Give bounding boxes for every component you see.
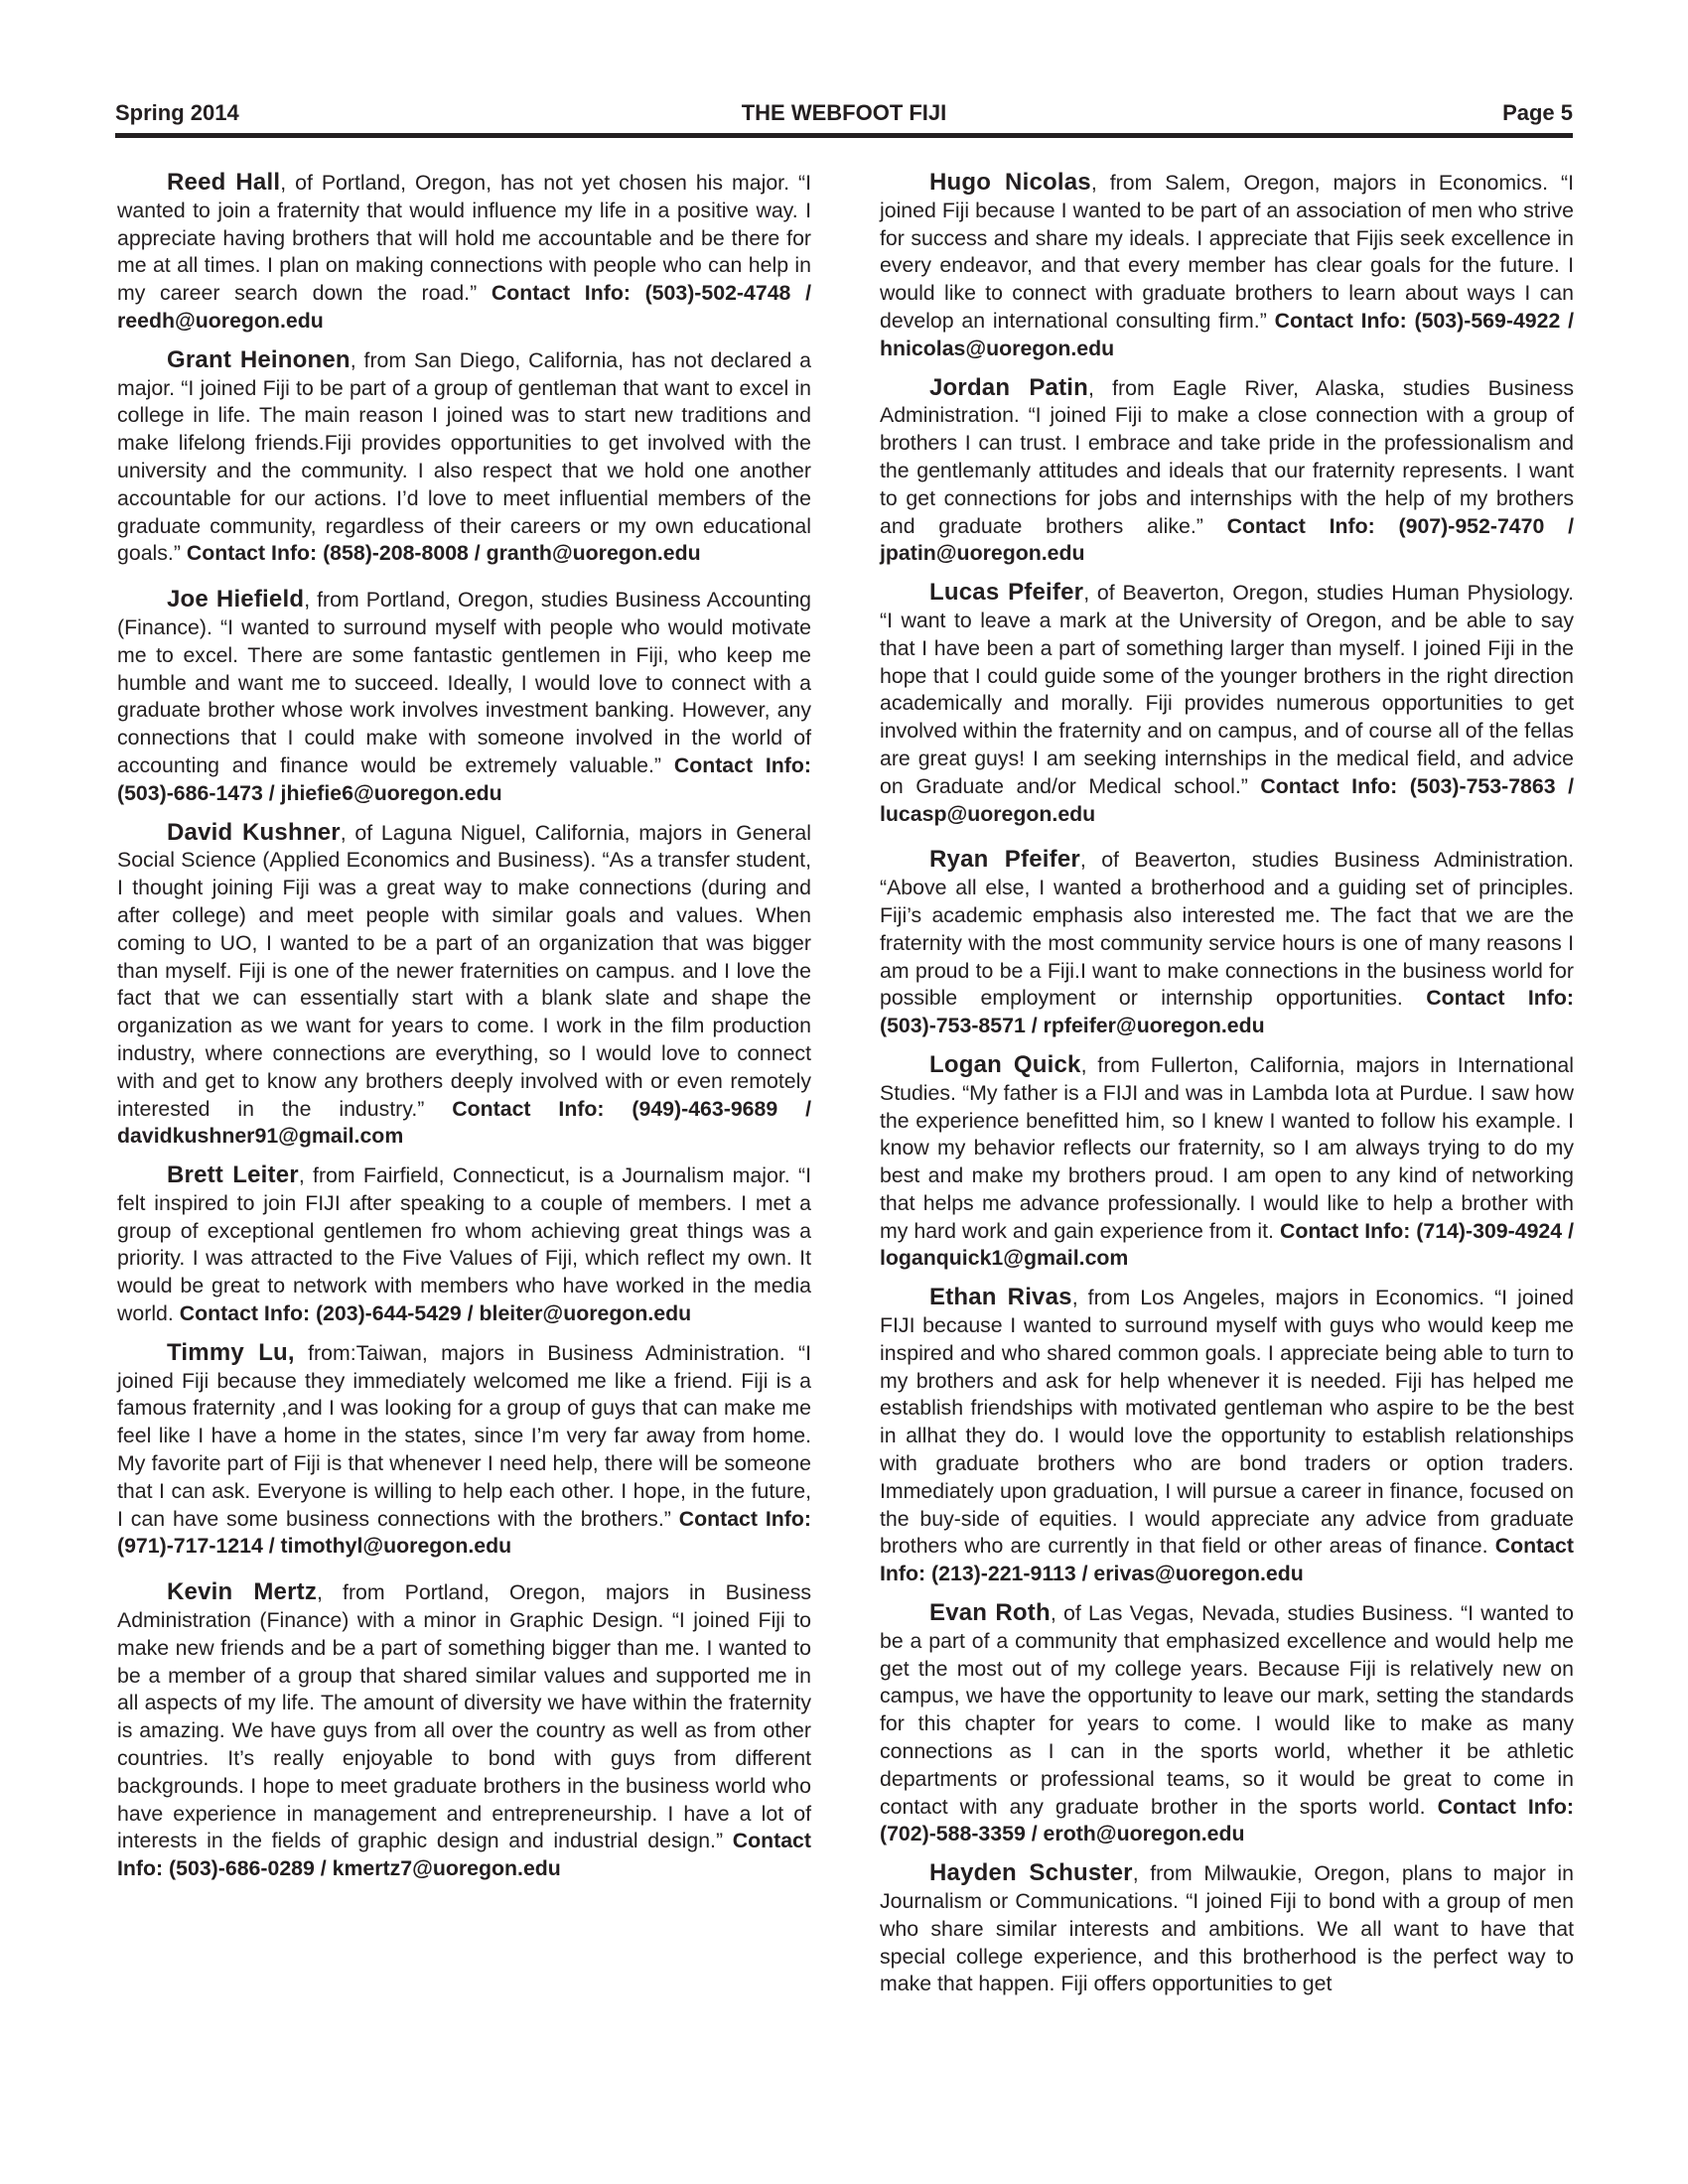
member-contact: Contact Info: (203)-644-5429 / bleiter@uoregon.edu xyxy=(179,1301,692,1326)
member-contact: Contact Info: (949)-463-9689 / davidkushner91@gmail.com xyxy=(117,1096,812,1149)
member-contact: Contact Info: (858)-208-8008 / granth@uoregon.edu xyxy=(186,541,701,566)
member-contact: Contact Info: (503)-686-0289 / kmertz7@uoregon.edu xyxy=(117,1829,811,1881)
member-intro: , of Laguna Niguel, California, majors in General Social Science (Applied Economics and Business). xyxy=(117,820,811,873)
member-profile xyxy=(880,374,1574,569)
member-name: Reed Hall xyxy=(167,169,281,196)
member-profile xyxy=(117,346,811,568)
member-name: Hayden Schuster xyxy=(929,1859,1133,1887)
member-contact: Contact Info: (503)-569-4922 / hnicolas@uoregon.edu xyxy=(880,308,1575,360)
member-profile xyxy=(117,819,811,1152)
member-intro: , from Fullerton, California, majors in International Studies. xyxy=(880,1052,1574,1105)
member-name: Logan Quick xyxy=(929,1050,1081,1078)
member-intro: , from Los Angeles, majors in Economics. xyxy=(1071,1286,1485,1310)
member-intro: , from Portland, Oregon, majors in Business Administration (Finance) with a minor in Graphic Design. xyxy=(117,1580,811,1633)
member-name: Kevin Mertz xyxy=(167,1578,318,1606)
member-contact: Contact Info: (503)-502-4748 / reedh@uoregon.edu xyxy=(117,281,811,333)
member-quote: “My father is a FIJI and was in Lambda Iota at Purdue. I saw how the experience benefitted him, so I knew I wanted to follow his example. I know my behavior reflects our fraternity, so I am always trying to do my best and make my brothers proud. I am open to any kind of networking that helps me advance professionally. I would like to help a brother with my hard work and gain experience from it. xyxy=(880,1080,1575,1243)
member-quote: “I want to leave a mark at the University of Oregon, and be able to say that I have been a part of something larger than myself. I joined Fiji in the hope that I could guide some of the younger brothers in the right direction academically and morally. Fiji provides numerous opportunities to get involved within the fraternity and on campus, and of course all of the fellas are great guys! I am seeking internships in the medical field, and advice on Graduate and/or Medical school.” xyxy=(880,608,1574,798)
member-profile xyxy=(880,1051,1574,1273)
member-quote: “I joined Fiji to bond with a group of men who share similar interests and ambitions. We all want to have that special college experience, and this brotherhood is the perfect way to make that happen. Fiji offers opportunities to get xyxy=(880,1889,1574,1996)
member-quote: “As a transfer student, I thought joining Fiji was a great way to make connections (during and after college) and meet people with similar goals and values. When coming to UO, I wanted to be a part of an organization that was bigger than myself. Fiji is one of the newer fraternities on campus. and I love the fact that we can essentially start with a blank slate and shape the organization as we want for years to come. I work in the film production industry, where connections are everything, so I would love to connect with and get to know any brothers deeply involved with or even remotely interested in the industry.” xyxy=(117,848,811,1121)
member-quote: “I joined Fiji to make a close connection with a group of brothers I can trust. I embrace and take pride in the professionalism and the gentlemanly attitudes and ideals that our fraternity represents. I want to get connections for jobs and internships with the help of my brothers and graduate brothers alike.” xyxy=(880,403,1575,538)
member-intro: , from Portland, Oregon, studies Business Accounting (Finance). xyxy=(117,588,812,639)
member-quote: “I wanted to join a fraternity that would influence my life in a positive way. I appreciate having brothers that will hold me accountable and be there for me at all times. I plan on making connections with people who can help in my career search down the road.” xyxy=(117,171,811,306)
member-profile xyxy=(880,1599,1574,1848)
member-name: Ryan Pfeifer xyxy=(929,846,1080,874)
member-quote: “I joined Fiji because they immediately welcomed me like a friend. Fiji is a famous fraternity ,and I was looking for a group of guys that can make me feel like I have a home in the states, since I’m very far away from home. My favorite part of Fiji is that whenever I need help, there will be someone that I can ask. Everyone is willing to help each other. I hope, in the future, I can have some business connections with the brothers.” xyxy=(117,1340,811,1531)
member-contact: Contact Info: (971)-717-1214 / timothyl@uoregon.edu xyxy=(117,1506,811,1559)
member-profile xyxy=(880,579,1574,828)
issue-date: Spring 2014 xyxy=(115,100,239,125)
page-header xyxy=(115,91,1573,135)
right-column xyxy=(880,169,1574,2009)
member-intro: , of Portland, Oregon, has not yet chosen his major. xyxy=(280,171,790,195)
member-contact: Contact Info: (702)-588-3359 / eroth@uoregon.edu xyxy=(880,1794,1575,1846)
member-intro: from:Taiwan, majors in Business Administration. xyxy=(294,1340,785,1365)
left-column xyxy=(117,169,811,1894)
member-contact: Contact Info: (213)-221-9113 / erivas@uoregon.edu xyxy=(880,1534,1574,1586)
member-name: Timmy Lu, xyxy=(167,1338,295,1366)
member-name: Brett Leiter xyxy=(167,1161,299,1189)
member-quote: “I wanted to be a part of a community that emphasized excellence and would help me get the most out of my college years. Because Fiji is relatively new on campus, we have the opportunity to leave our mark, setting the standards for this chapter for years to come. I would like to make as many connections as I can in the sports world, whether it be athletic departments or professional teams, so it would be great to come in contact with any graduate brother in the sports world. xyxy=(880,1601,1575,1819)
newsletter-title: THE WEBFOOT FIJI xyxy=(741,100,947,125)
member-quote: “Above all else, I wanted a brotherhood and a guiding set of principles. Fiji’s academic emphasis also interested me. The fact that we are the fraternity with the most community service hours is one of many reasons I am proud to be a Fiji.I want to make connections in the business world for possible employment or internship opportunities. xyxy=(880,876,1574,1011)
member-profile xyxy=(880,169,1574,363)
member-name: Evan Roth xyxy=(929,1599,1051,1627)
member-contact: Contact Info: (714)-309-4924 / loganquick1@gmail.com xyxy=(880,1218,1575,1271)
member-profile xyxy=(880,1284,1574,1588)
header-rule xyxy=(115,133,1573,138)
member-profile xyxy=(117,1578,811,1883)
member-profile xyxy=(880,1859,1574,1998)
member-quote: “I wanted to surround myself with people who would motivate me to excel. There are some fantastic gentlemen in Fiji, who keep me humble and want me to succeed. Ideally, I would love to connect with a graduate brother whose work involves investment banking. However, any connections that I could make with someone involved in the world of accounting and finance would be extremely valuable.” xyxy=(117,614,811,777)
member-profile xyxy=(117,586,811,807)
member-name: Ethan Rivas xyxy=(929,1284,1072,1311)
member-profile xyxy=(117,1339,811,1561)
member-intro: , of Las Vegas, Nevada, studies Business. xyxy=(1050,1601,1454,1626)
member-quote: “I joined Fiji to make new friends and be a part of something bigger than me. I wanted to be a member of a group that shared similar values and supported me in all aspects of my life. The amount of diversity we have within the fraternity is amazing. We have guys from all over the country as well as from other countries. It’s really enjoyable to bond with guys from different backgrounds. I hope to meet graduate brothers in the business world who have experience in management and entrepreneurship. I have a lot of interests in the fields of graphic design and industrial design.” xyxy=(117,1608,811,1853)
member-quote: “I joined FIJI because I wanted to surround myself with guys who would keep me inspired and who shared common goals. I appreciate being able to turn to my brothers and ask for help whenever it is needed. Fiji has helped me establish friendships with motivated gentleman who aspire to be the best in allhat they do. I would love the opportunity to establish relationships with graduate brothers who are bond traders or option traders. Immediately upon graduation, I will pursue a career in finance, focused on the buy-side of equities. I would appreciate any advice from graduate brothers who are currently in that field or other areas of finance. xyxy=(880,1286,1574,1559)
member-name: Jordan Patin xyxy=(929,373,1089,401)
page-number: Page 5 xyxy=(1502,100,1573,125)
member-contact: Contact Info: (503)-686-1473 / jhiefie6@uoregon.edu xyxy=(117,752,811,805)
member-intro: , of Beaverton, studies Business Administration. xyxy=(1079,848,1574,873)
member-intro: , from Milwaukie, Oregon, plans to major in Journalism or Communications. xyxy=(880,1861,1574,1914)
member-quote: “I joined Fiji to be part of a group of gentleman that want to excel in college in life. The main reason I joined was to start new traditions and make lifelong friends.Fiji provides opportunities to get involved with the university and the community. I also respect that we hold one another accountable for our actions. I’d love to meet influential members of the graduate community, regardless of their careers or my own educational goals.” xyxy=(117,375,811,566)
member-name: Lucas Pfeifer xyxy=(929,579,1084,607)
member-intro: , from Salem, Oregon, majors in Economics. xyxy=(1090,171,1548,195)
member-name: Hugo Nicolas xyxy=(929,169,1091,196)
member-name: Grant Heinonen xyxy=(167,345,351,373)
member-profile xyxy=(117,1161,811,1328)
member-contact: Contact Info: (907)-952-7470 / jpatin@uoregon.edu xyxy=(880,513,1574,566)
member-name: David Kushner xyxy=(167,818,341,846)
member-intro: , of Beaverton, Oregon, studies Human Physiology. xyxy=(1083,581,1575,606)
member-contact: Contact Info: (503)-753-8571 / rpfeifer@uoregon.edu xyxy=(880,986,1574,1038)
member-quote: “I joined Fiji because I wanted to be part of an association of men who strive for success and share my ideals. I appreciate that Fijis seek excellence in every endeavor, and that every member has clear goals for the future. I would like to connect with graduate brothers to learn about ways I can develop an international consulting firm.” xyxy=(880,171,1574,333)
member-profile xyxy=(117,169,811,336)
member-intro: , from Fairfield, Connecticut, is a Journalism major. xyxy=(298,1163,790,1188)
member-quote: “I felt inspired to join FIJI after speaking to a couple of members. I met a group of exceptional gentlemen fro whom achieving great things was a priority. I was attracted to the Five Values of Fiji, which reflect my own. It would be great to network with members who have worked in the media world. xyxy=(117,1163,811,1326)
member-intro: , from San Diego, California, has not declared a major. xyxy=(117,347,811,400)
member-name: Joe Hiefield xyxy=(167,586,305,614)
member-contact: Contact Info: (503)-753-7863 / lucasp@uoregon.edu xyxy=(880,773,1575,826)
member-intro: , from Eagle River, Alaska, studies Business Administration. xyxy=(880,375,1574,428)
member-profile xyxy=(880,846,1574,1040)
